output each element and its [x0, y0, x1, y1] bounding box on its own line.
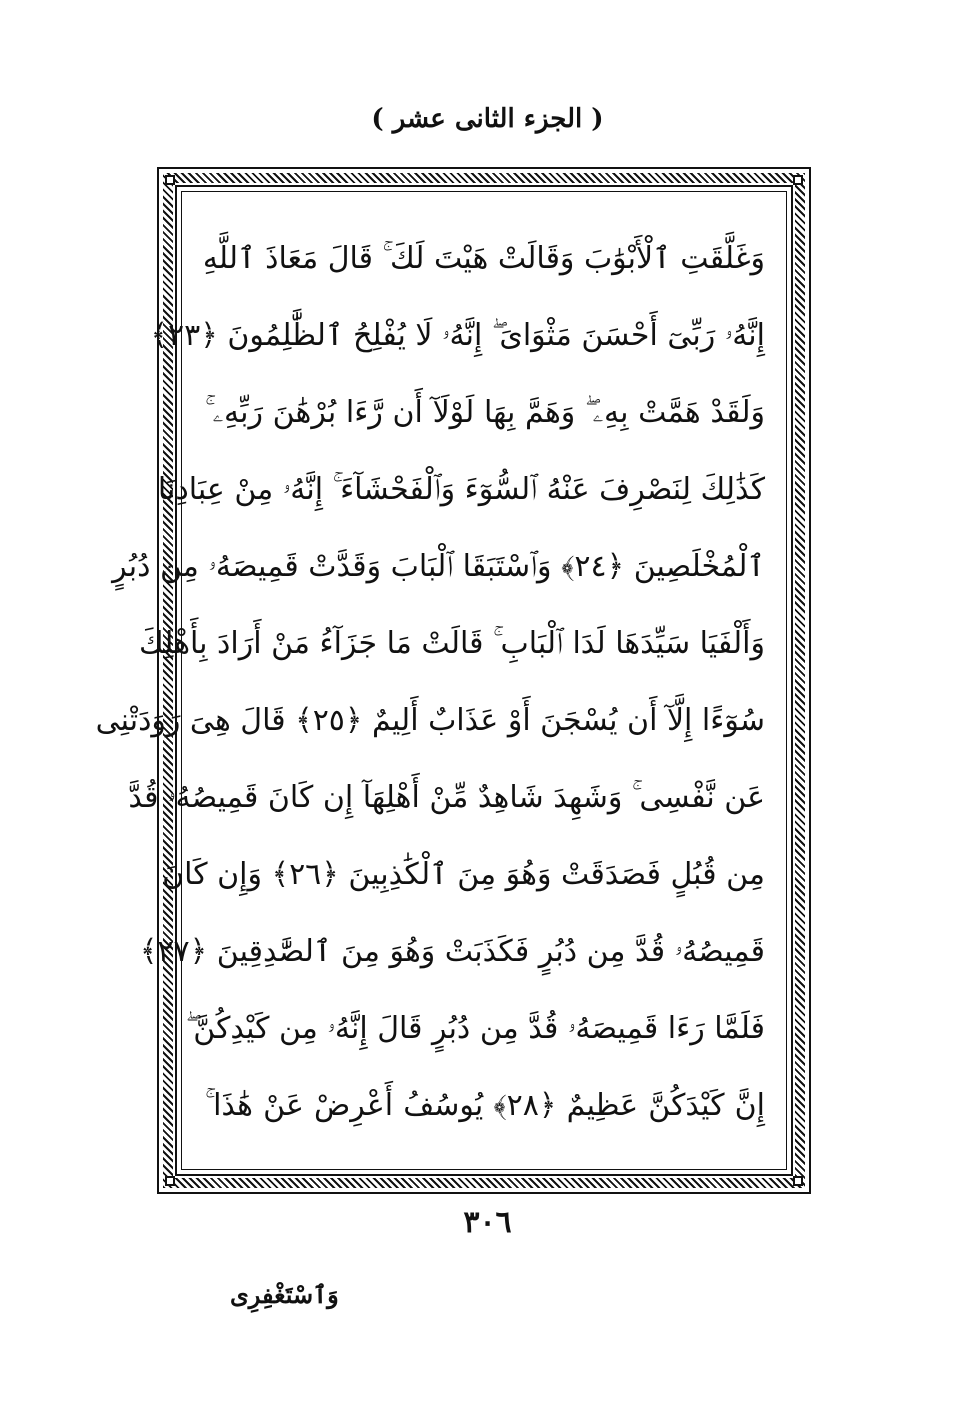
page-number: ٣٠٦ [463, 1205, 512, 1240]
frame-corner-ornament [793, 175, 803, 185]
verse-text-block [95, 220, 765, 1144]
verse-line: سُوٓءًا إِلَّآ أَن يُسْجَنَ أَوْ عَذَابٌ أَلِيمٌ ﴿٢٥﴾ قَالَ هِىَ رَٰوَدَتْنِى [95, 703, 765, 738]
verse-line: وَأَلْفَيَا سَيِّدَهَا لَدَا ٱلْبَابِ ۚ قَالَتْ مَا جَزَآءُ مَنْ أَرَادَ بِأَهْلِكَ [138, 626, 765, 661]
juz-header: ( الجزء الثانى عشر ) [371, 104, 604, 134]
verse-line: قَمِيصُهُۥ قُدَّ مِن دُبُرٍ فَكَذَبَتْ وَهُوَ مِنَ ٱلصَّٰدِقِينَ ﴿٢٧﴾ [139, 934, 765, 969]
verse-line: فَلَمَّا رَءَا قَمِيصَهُۥ قُدَّ مِن دُبُرٍ قَالَ إِنَّهُۥ مِن كَيْدِكُنَّ ۖ [185, 1011, 765, 1046]
verse-line: ٱلْمُخْلَصِينَ ﴿٢٤﴾ وَٱسْتَبَقَا ٱلْبَابَ وَقَدَّتْ قَمِيصَهُۥ مِن دُبُرٍ [112, 549, 765, 584]
frame-corner-ornament [165, 175, 175, 185]
verse-line: كَذَٰلِكَ لِنَصْرِفَ عَنْهُ ٱلسُّوٓءَ وَٱلْفَحْشَآءَ ۚ إِنَّهُۥ مِنْ عِبَادِنَا [157, 472, 765, 507]
frame-corner-ornament [165, 1176, 175, 1186]
verse-line: عَن نَّفْسِى ۚ وَشَهِدَ شَاهِدٌ مِّنْ أَهْلِهَآ إِن كَانَ قَمِيصُهُۥ قُدَّ [128, 780, 765, 815]
verse-line: وَلَقَدْ هَمَّتْ بِهِۦ ۖ وَهَمَّ بِهَا لَوْلَآ أَن رَّءَا بُرْهَٰنَ رَبِّهِۦ ۚ [205, 395, 765, 430]
verse-line: إِنَّهُۥ رَبِّىٓ أَحْسَنَ مَثْوَاىَ ۖ إِنَّهُۥ لَا يُفْلِحُ ٱلظَّٰلِمُونَ ﴿٢٣﴾ [150, 318, 765, 353]
verse-line: مِن قُبُلٍ فَصَدَقَتْ وَهُوَ مِنَ ٱلْكَٰذِبِينَ ﴿٢٦﴾ وَإِن كَانَ [162, 857, 765, 892]
catchword: وَٱسْتَغْفِرِى [230, 1280, 339, 1309]
verse-line: إِنَّ كَيْدَكُنَّ عَظِيمٌ ﴿٢٨﴾ يُوسُفُ أَعْرِضْ عَنْ هَٰذَا ۚ [205, 1088, 765, 1123]
verse-line: وَغَلَّقَتِ ٱلْأَبْوَٰبَ وَقَالَتْ هَيْتَ لَكَ ۚ قَالَ مَعَاذَ ٱللَّهِ [202, 241, 765, 276]
frame-corner-ornament [793, 1176, 803, 1186]
